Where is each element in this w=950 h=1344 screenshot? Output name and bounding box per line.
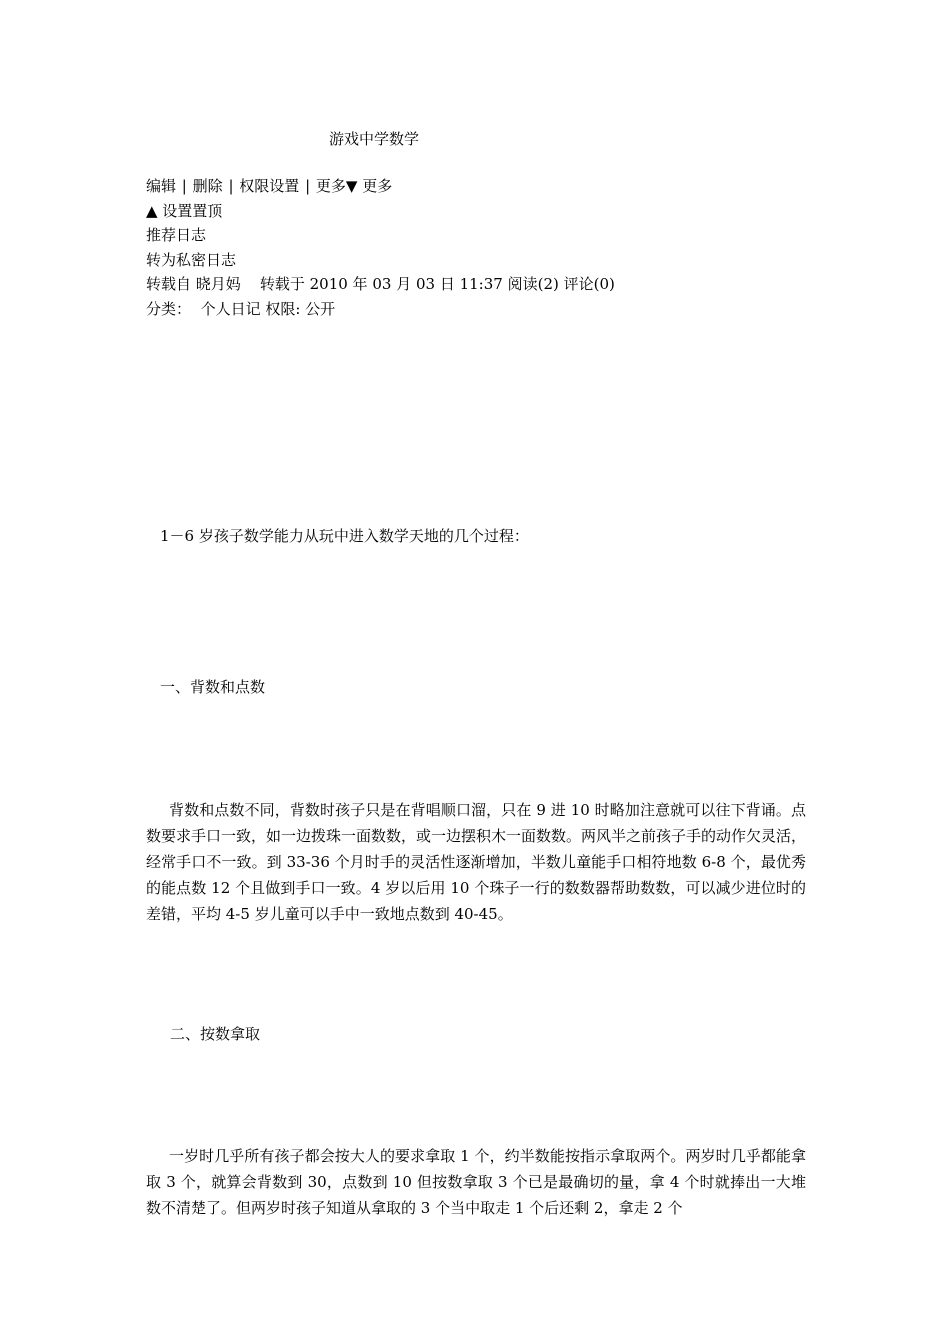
article-title: 游戏中学数学: [329, 130, 420, 148]
pin-link[interactable]: ▲ 设置置顶: [146, 201, 223, 220]
read-count[interactable]: 阅读(2): [507, 275, 559, 293]
separator: |: [181, 177, 187, 195]
category-value[interactable]: 个人日记: [200, 299, 261, 318]
make-private-link[interactable]: 转为私密日志: [146, 250, 237, 269]
delete-link[interactable]: 删除: [192, 177, 223, 195]
toolbar: [146, 174, 826, 199]
permissions-link[interactable]: 权限设置: [239, 177, 300, 195]
edit-link[interactable]: 编辑: [146, 177, 177, 195]
section-paragraph: 背数和点数不同，背数时孩子只是在背唱顺口溜，只在 9 进 10 时略加注意就可以往下背诵。点数要求手口一致，如一边拨珠一面数数，或一边摆积木一面数数。两风半之前孩子手的动作欠灵活，经常手口不一致。到 33-36 个月时手的灵活性逐渐增加，半数儿童能手口相符地数 6-8 个，最优秀的能点数 12 个且做到手口一致。4 岁以后用 10 个珠子一行的数数器帮助数数，可以减少进位时的差错，平均 4-5 岁儿童可以手中一致地点数到 40-45。: [146, 801, 807, 923]
more-link[interactable]: 更多: [362, 177, 393, 195]
section-heading: 一、背数和点数: [160, 678, 266, 696]
post-meta: [146, 174, 826, 321]
section-paragraph: 一岁时几乎所有孩子都会按大人的要求拿取 1 个，约半数能按指示拿取两个。两岁时几乎都能拿取 3 个，就算会背数到 30，点数到 10 但按数拿取 3 个已是最确切的量，拿 4 个时就捧出一大堆数不清楚了。但两岁时孩子知道从拿取的 3 个当中取走 1 个后还剩 2，拿走 2 个: [146, 1147, 806, 1217]
more-menu-link[interactable]: 更多▼: [315, 177, 358, 195]
permission-info: 权限: 公开: [265, 299, 336, 318]
category-label: 分类：: [146, 299, 192, 318]
separator: |: [228, 177, 234, 195]
separator: |: [305, 177, 311, 195]
intro-text: 1－6 岁孩子数学能力从玩中进入数学天地的几个过程：: [160, 527, 529, 545]
repost-time: 转载于 2010 年 03 月 03 日 11:37: [259, 275, 503, 293]
post-info: [146, 272, 826, 297]
category-line: [146, 297, 826, 322]
recommend-link[interactable]: 推荐日志: [146, 226, 207, 244]
repost-from: 转载自 晓月妈: [146, 275, 241, 293]
section-heading: 二、按数拿取: [170, 1025, 261, 1043]
comment-count[interactable]: 评论(0): [563, 275, 615, 293]
